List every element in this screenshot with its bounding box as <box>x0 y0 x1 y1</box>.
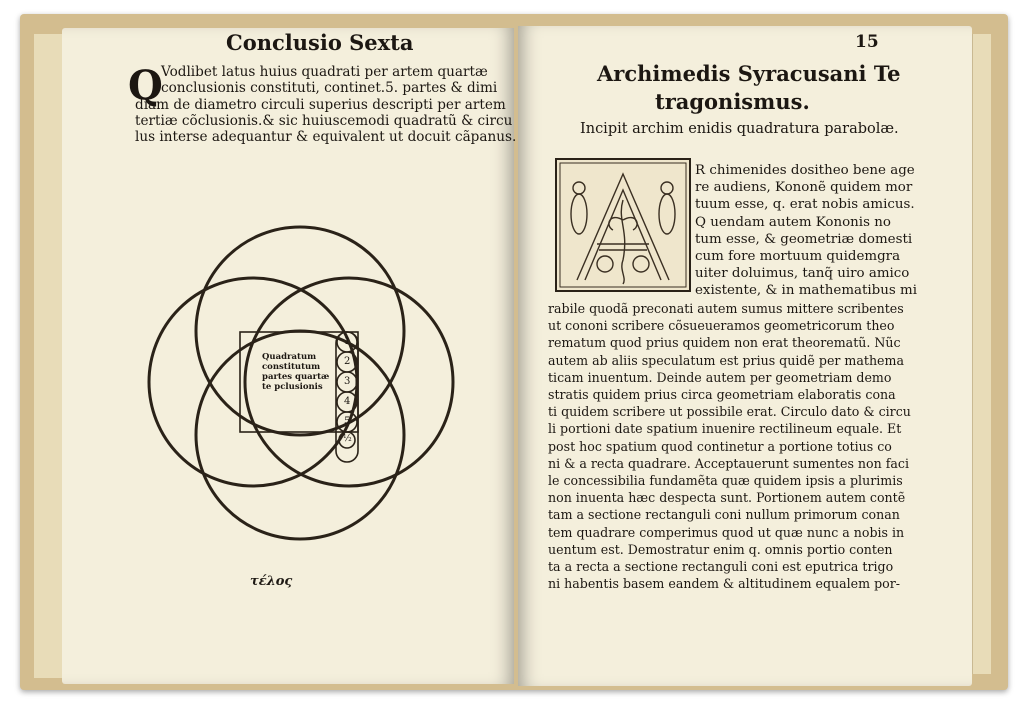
text-line: Q uendam autem Kononis no <box>695 214 891 230</box>
diagram-label <box>262 352 334 392</box>
text-line: tertiæ cõclusionis.& sic huiuscemodi quadratũ & circu <box>135 112 513 129</box>
text-line: conclusionis constituti, continet.5. partes & dimi <box>161 80 498 97</box>
text-line: ni & a recta quadrare. Acceptauerunt sumentes non faci <box>548 455 909 471</box>
division-number: 4 <box>344 396 351 407</box>
text-line: le concessibilia fundamẽta quæ quidem ipsis a plurimis <box>548 473 903 489</box>
right-page-edges <box>972 34 991 674</box>
text-line: cum fore mortuum quidemgra <box>695 249 901 265</box>
text-line: re audiens, Kononẽ quidem mor <box>695 180 913 196</box>
text-line: rematum quod prius quidem non erat theorematũ. Nũc <box>548 335 901 351</box>
text-line: uentum est. Demostratur enim q. omnis portio conten <box>548 541 893 557</box>
text-line: post hoc spatium quod continetur a portione totius co <box>548 438 892 454</box>
text-line: autem ab aliis speculatum est prius quidẽ per mathema <box>548 352 904 368</box>
division-number: 3 <box>344 376 351 387</box>
initial-letter-q: Q <box>128 62 163 109</box>
text-line: tam a sectione rectanguli coni nullum primorum conan <box>548 507 900 523</box>
right-paragraph <box>548 300 911 592</box>
label-line: partes quartæ <box>262 372 330 382</box>
text-line: li portioni date spatium inuenire rectilineum equale. Et <box>548 421 902 437</box>
left-paragraph <box>135 64 517 146</box>
text-line: uiter doluimus, tanq̃ uiro amico <box>695 266 910 282</box>
colophon-telos: τέλος <box>250 574 293 589</box>
text-line: ti quidem scribere ut possibile erat. Circulo dato & circu <box>548 404 911 420</box>
text-line: rabile quodã preconati autem sumus mittere scribentes <box>548 301 904 316</box>
label-line: te pclusionis <box>262 382 323 392</box>
text-line: stratis quidem prius circa geometriam elaboratis cona <box>548 387 896 403</box>
incipit-subtitle: Incipit archim enidis quadratura parabolæ. <box>580 121 899 137</box>
text-line: diam de diametro circuli superius descripti per artem <box>135 96 506 113</box>
historiated-initial-a-image <box>555 158 691 292</box>
title-line: tragonismus. <box>655 89 810 114</box>
text-line: R chimenides dositheo bene age <box>695 163 915 178</box>
text-line: ta a recta a sectione rectanguli coni est eputrica trigo <box>548 559 894 575</box>
text-line: tum esse, & geometriæ domesti <box>695 231 913 247</box>
label-line: constitutum <box>262 362 321 372</box>
left-page-heading: Conclusio Sexta <box>226 30 414 55</box>
text-line: Vodlibet latus huius quadrati per artem quartæ <box>161 64 488 80</box>
label-line: Quadratum <box>262 352 317 362</box>
text-line: lus interse adequantur & equivalent ut docuit cãpanus. <box>135 129 517 146</box>
title-line: Archimedis Syracusani Te <box>597 61 901 86</box>
division-number: ½ <box>343 434 352 444</box>
page-number: 15 <box>855 32 879 52</box>
division-number: 5 <box>344 416 351 427</box>
right-short-lines <box>695 162 917 300</box>
treatise-title <box>597 60 900 116</box>
text-line: ut cononi scribere cõsueueramos geometricorum theo <box>548 318 895 334</box>
text-line: existente, & in mathematibus mi <box>695 283 917 299</box>
left-page-edges <box>34 34 63 678</box>
text-line: non inuenta hæc despecta sunt. Portionem autem contẽ <box>548 490 906 506</box>
text-line: ticam inuentum. Deinde autem per geometriam demo <box>548 369 892 385</box>
division-number: 1 <box>344 336 351 347</box>
text-line: tuum esse, q. erat nobis amicus. <box>695 197 915 213</box>
division-number: 2 <box>344 356 351 367</box>
text-line: ni habentis basem eandem & altitudinem equalem por- <box>548 576 900 592</box>
text-line: tem quadrare comperimus quod ut quæ nunc a nobis in <box>548 524 905 540</box>
